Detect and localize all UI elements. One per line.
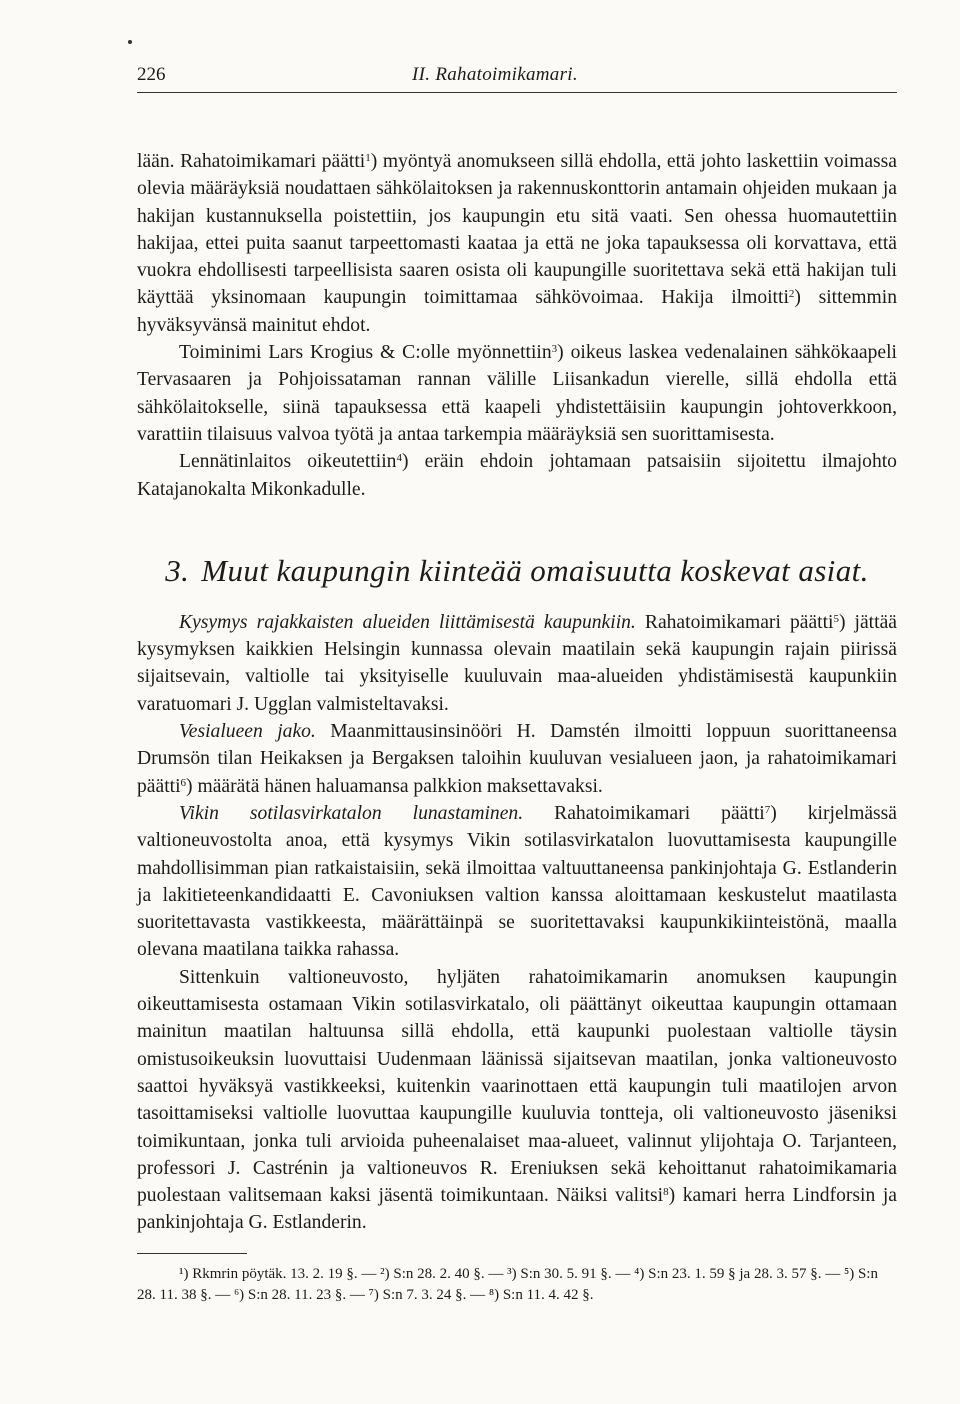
footnote-text: ¹) Rkmrin pöytäk. 13. 2. 19 §. — ²) S:n 28. 2. 40 §. — ³) S:n 30. 5. 91 §. — ⁴) S:n 23. 1. 59 § ja 28. 3. 57 §. — ⁵) S:n 28. 11. 38 §. — ⁶) S:n 28. 11. 23 §. — ⁷) S:n 7. 3. 24 §. — ⁸) S:n 11. 4. 42 §. [137, 1265, 878, 1303]
page-header [137, 60, 897, 90]
paragraph: Vikin sotilasvirkatalon lunastaminen. Rahatoimikamari päätti$^7$) kirjelmässä valtioneuvostolta anoa, että kysymys Vikin sotilasvirkatalon luovuttamisesta kaupungille mahdollisimman pian ratkaistaisiin, sekä ilmoittaa valtuuttaneensa pankinjohtaja G. Estlanderin ja lakitieteenkandidaatti E. Cavoniuksen valtion kanssa aloittamaan keskustelut maatilasta suoritettavasta vastikkeesta, määrättäinpä se suoritettavaksi kaupunkikiinteistönä, maalla olevana maatilana taikka rahassa. [137, 802, 897, 961]
running-title: II. Rahatoimikamari. [412, 64, 578, 85]
document-page [137, 60, 897, 1306]
footnote-ref: 7 [764, 803, 771, 816]
body-text [137, 148, 897, 1306]
item-title: Kysymys rajakkaisten alueiden liittämisestä kaupunkiin. [179, 611, 636, 633]
footnote-ref: 4 [396, 452, 402, 465]
footnote-ref: 1 [365, 152, 371, 164]
header-rule [137, 92, 897, 93]
item-title: Vikin sotilasvirkatalon lunastaminen. [179, 802, 524, 824]
footnote-ref: 5 [833, 612, 839, 625]
footnote-ref: 3 [551, 343, 558, 356]
section-heading: 3. Muut kaupungin kiinteää omaisuutta koskevat asiat. [165, 552, 869, 588]
paragraph: Kysymys rajakkaisten alueiden liittämisestä kaupunkiin. Rahatoimikamari päätti$^5$) jättää kysymyksen kaikkien Helsingin kunnassa olevain maatilain sekä kaupungin rajain piirissä sijaitsevain, valtiolle tai yksityiselle kuuluvain maa-alueiden yhdistämisestä kaupunkiin varatuomari J. Ugglan valmisteltavaksi. [137, 611, 897, 715]
paragraph: lään. Rahatoimikamari päätti$^1$) myöntyä anomukseen sillä ehdolla, että johto laskettiin voimassa olevia määräyksiä noudattaen sähkölaitoksen ja rakennuskonttorin antamain ohjeiden mukaan ja hakijan kustannuksella poistettiin, jos kaupungin etu sitä vaati. Sen ohessa huomautettiin hakijaa, ettei puita saanut tarpeettomasti kaataa ja että ne joka tapauksessa oli korvattava, että vuokra ehdollisesti tarpeellisista saaren osista oli kaupungille suoritettava sekä että hakijan tuli käyttää yksinomaan kaupungin toimittamaa sähkövoimaa. Hakija ilmoitti$^2$) sittemmin hyväksyvänsä mainitut ehdot. [137, 151, 897, 336]
footnote-rule [137, 1253, 247, 1254]
print-speck [128, 40, 132, 44]
footnote-ref: 6 [180, 776, 187, 789]
page-number: 226 [137, 64, 166, 85]
footnotes [137, 1264, 897, 1306]
paragraph: Sittenkuin valtioneuvosto, hyljäten rahatoimikamarin anomuksen kaupungin oikeuttamisesta ostamaan Vikin sotilasvirkatalo, oli päättänyt oikeuttaa kaupungin ottamaan mainitun maatilan haltuunsa sillä ehdolla, että kaupunki puolestaan valtiolle täysin omistusoikeuksin luovuttaisi Uudenmaan läänissä sijaitsevan maatilan, jonka valtioneuvosto saattoi hyväksyä vastikkeeksi, kuitenkin vaarinottaen että kaupungin tuli maatilojen arvon tasoittamiseksi valtiolle luovuttaa kaupungille kuuluvia tontteja, oli valtioneuvosto jäseniksi toimikuntaan, jonka tuli arvioida puheenalaiset maa-alueet, valinnut ylijohtaja O. Tarjanteen, professori J. Castrénin ja valtioneuvos R. Ereniuksen sekä kehoittanut rahatoimikamaria puolestaan valitsemaan kaksi jäsentä toimikuntaan. Näiksi valitsi$^8$) kamari herra Lindforsin ja pankinjohtaja G. Estlanderin. [137, 966, 898, 1234]
paragraph: Lennätinlaitos oikeutettiin$^4$) eräin ehdoin johtamaan patsaisiin sijoitettu ilmajohto Katajanokalta Mikonkadulle. [137, 451, 897, 500]
paragraph: Toiminimi Lars Krogius & C:olle myönnettiin$^3$) oikeus laskea vedenalainen sähkökaapeli Tervasaaren ja Pohjoissataman rannan välille Liisankadun vierelle, sillä ehdolla että sähkölaitokselle, siinä tapauksessa että kaapeli yhdistettäisiin kaupungin johtoverkkoon, varattiin tilaisuus valvoa työtä ja antaa tarkempia määräyksiä sen suorittamisesta. [137, 342, 897, 445]
paragraph: Vesialueen jako. Maanmittausinsinööri H. Damstén ilmoitti loppuun suorittaneensa Drumsön tilan Heikaksen ja Bergaksen taloihin kuuluvan vesialueen jaon, ja rahatoimikamari päätti$^6$) määrätä hänen haluamansa palkkion maksettavaksi. [137, 721, 897, 797]
footnote-ref: 2 [788, 288, 795, 301]
footnote-ref: 8 [663, 1186, 669, 1199]
item-title: Vesialueen jako. [179, 721, 316, 743]
